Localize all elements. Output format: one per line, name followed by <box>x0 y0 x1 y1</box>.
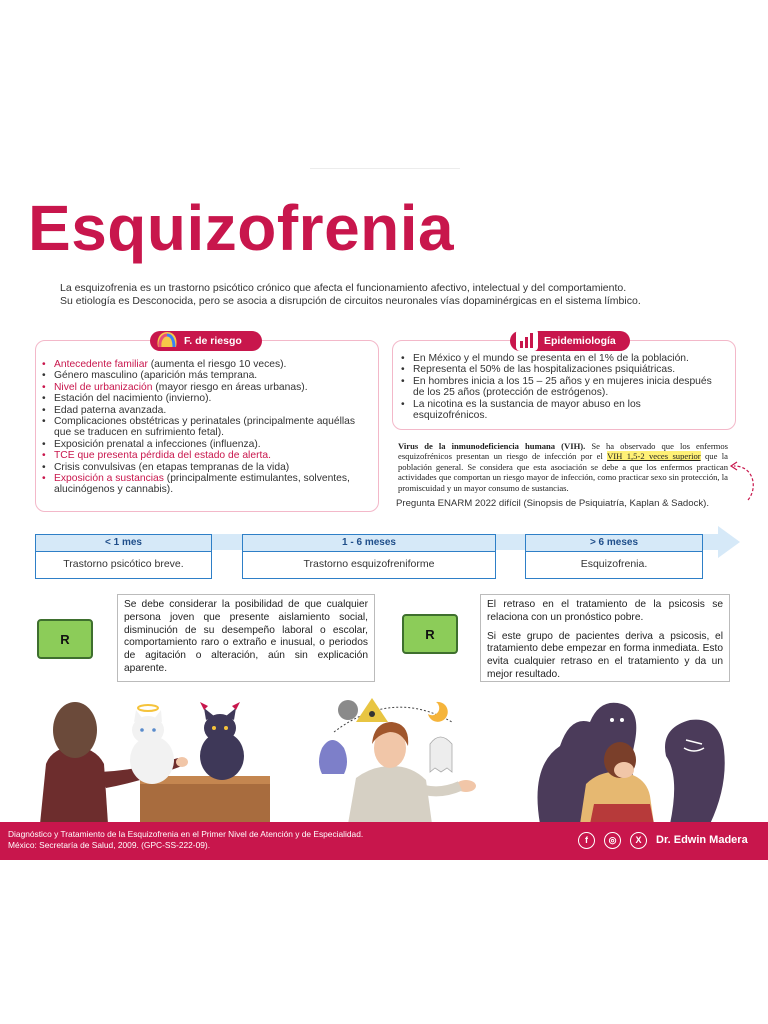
recommendation-badge: R <box>37 619 93 659</box>
timeline-body: Trastorno psicótico breve. <box>63 558 184 570</box>
footer-reference-line: Diagnóstico y Tratamiento de la Esquizofrenia en el Primer Nivel de Atención y de Especialidad. <box>8 829 364 839</box>
instagram-icon[interactable]: ◎ <box>604 832 621 849</box>
epi-item: • En México y el mundo se presenta en el 1% de la población. <box>399 353 714 364</box>
epi-item: • En hombres inicia a los 15 – 25 años y en mujeres inicia después de los 25 años (protección de estrógenos). <box>399 376 714 399</box>
illustration-thoughts <box>312 692 502 824</box>
recommendation-paragraph: El retraso en el tratamiento de la psicosis se relaciona con un pronóstico pobre. <box>487 599 723 623</box>
footer-reference-line: México: Secretaría de Salud, 2009. (GPC-SS-222-09). <box>8 840 211 850</box>
risk-item: • Complicaciones obstétricas y perinatales (principalmente aquéllas que se traducen en sufrimiento fetal). <box>40 416 365 439</box>
epi-panel <box>392 340 736 430</box>
epi-pill <box>510 331 630 351</box>
risk-item: • Exposición prenatal a infecciones (influenza). <box>40 439 365 450</box>
epi-list <box>399 353 714 421</box>
facebook-icon[interactable]: f <box>578 832 595 849</box>
intro-text <box>60 282 720 308</box>
risk-item: • Edad paterna avanzada. <box>40 405 365 416</box>
brain-icon <box>154 327 180 353</box>
footer-bar <box>0 822 768 860</box>
recommendation-badge: R <box>402 614 458 654</box>
hiv-quote: Virus de la inmunodeficiencia humana (VIH). Se ha observado que los enfermos esquizofrénicos presentan un riesgo de infección por el VIH 1,5-2 veces superior que la población general. Se considera que esta asociación se debe a que los enfermos practican actividades que comportan un riesgo mayor de infección, como practicar sexo sin protección, la promiscuidad y un mayor consumo de sustancias. <box>398 441 729 493</box>
illustration-shadows <box>530 686 730 824</box>
risk-item: • Género masculino (aparición más temprana. <box>40 370 365 381</box>
risk-item: • Exposición a sustancias (principalmente estimulantes, solventes, alucinógenos y cannabis). <box>40 473 365 496</box>
risk-list <box>40 359 365 496</box>
intro-line-1: La esquizofrenia es un trastorno psicótico crónico que afecta el funcionamiento afectivo, intelectual y del comportamiento. <box>60 282 627 294</box>
risk-item: • Crisis convulsivas (en etapas tempranas de la vida) <box>40 462 365 473</box>
timeline-box <box>35 534 212 579</box>
epi-label: Epidemiología <box>544 335 616 347</box>
risk-item: • TCE que presenta pérdida del estado de alerta. <box>40 450 365 461</box>
timeline-head: 1 - 6 meses <box>243 535 495 552</box>
top-divider <box>310 168 460 169</box>
risk-item: • Nivel de urbanización (mayor riesgo en áreas urbanas). <box>40 382 365 393</box>
chart-icon <box>514 327 540 353</box>
risk-pill <box>150 331 262 351</box>
recommendation-paragraph: Se debe considerar la posibilidad de que cualquier persona joven que presente aislamiento social, disminución de su desempeño laboral o escolar, comportamiento raro o extraño e inusual, o periodos de agitación o alteración, aún sin explicación aparente. <box>124 599 368 674</box>
risk-panel <box>35 340 379 512</box>
author-name: Dr. Edwin Madera <box>656 834 748 846</box>
risk-item: • Estación del nacimiento (invierno). <box>40 393 365 404</box>
timeline-box <box>242 534 496 579</box>
dashed-arrow-icon <box>728 458 758 504</box>
risk-label: F. de riesgo <box>184 335 242 347</box>
footer-reference <box>8 829 363 851</box>
x-icon[interactable]: X <box>630 832 647 849</box>
illustration-cats <box>30 700 270 824</box>
risk-item: • Antecedente familiar (aumenta el riesgo 10 veces). <box>40 359 365 370</box>
recommendation-text <box>117 594 375 682</box>
timeline-head: > 6 meses <box>526 535 702 552</box>
epi-item: • La nicotina es la sustancia de mayor abuso en los esquizofrénicos. <box>399 399 714 422</box>
timeline-box <box>525 534 703 579</box>
page-title: Esquizofrenia <box>28 192 455 264</box>
recommendation-paragraph: Si este grupo de pacientes deriva a psicosis, el tratamiento debe empezar en forma inmediata. Esto evita cualquier retraso en el tratamiento y da un mejor resultado. <box>487 630 723 680</box>
source-note: Pregunta ENARM 2022 difícil (Sinopsis de Psiquiatría, Kaplan & Sadock). <box>396 498 710 509</box>
intro-line-2: Su etiología es Desconocida, pero se asocia a disrupción de circuitos neuronales vías dopaminérgicas en el sistema límbico. <box>60 295 641 307</box>
timeline-head: < 1 mes <box>36 535 211 552</box>
timeline-arrow <box>718 526 740 558</box>
recommendation-text <box>480 594 730 682</box>
timeline-body: Esquizofrenia. <box>580 558 648 570</box>
epi-item: • Representa el 50% de las hospitalizaciones psiquiátricas. <box>399 364 714 375</box>
timeline-body: Trastorno esquizofreniforme <box>303 558 435 570</box>
